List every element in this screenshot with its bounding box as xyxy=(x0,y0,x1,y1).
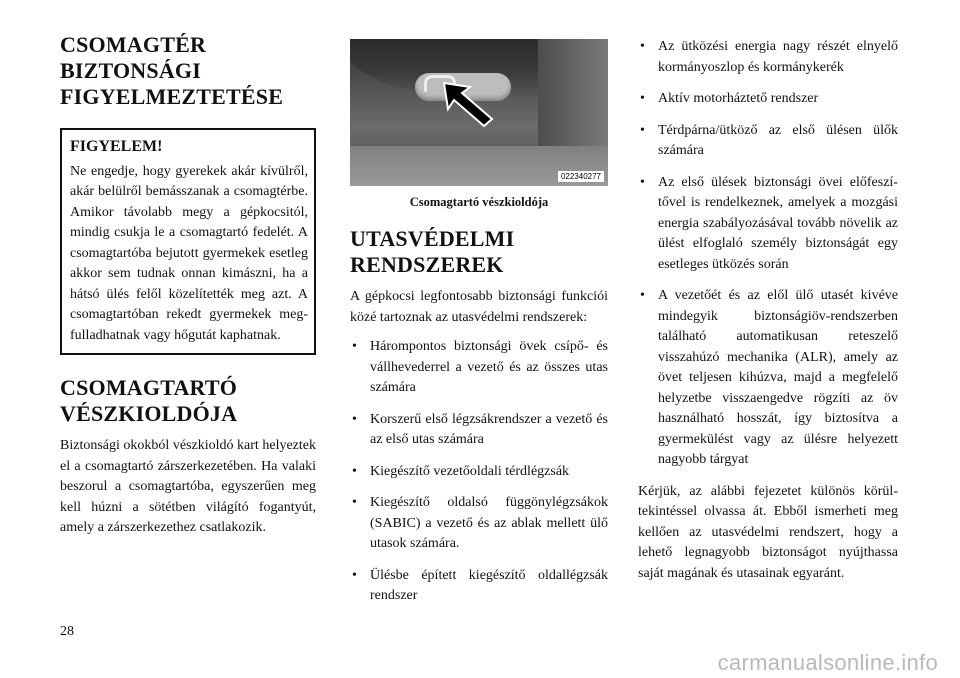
photo-caption: Csomagtartó vészkioldója xyxy=(409,195,549,209)
title-line: BIZTONSÁGI xyxy=(60,58,201,83)
column-right xyxy=(638,37,898,584)
pointer-arrow-icon xyxy=(442,79,502,129)
section-title-occupant-restraints xyxy=(350,226,608,278)
warning-text: Ne engedje, hogy gyerekek akár kívülről, akár belülről bemásszanak a csomagtérbe. Amikor távolabb megy a gépkocsitól, mindig csukja le a csomagtartó fedelét. A csomagtartóba bejutott gyermekek esetleg akkor sem tudnak onnan kimászni, ha a hátsó ülés felől közelítették meg azt. A csomagtartóban rekedt gyermekek megfulladhatnak vagy hőgutát kaphatnak. xyxy=(70,163,308,343)
list-item: • Az ütközési energia nagy részét elnyelő kormányoszlop és kormánykerék xyxy=(640,39,898,75)
title-line: VÉSZKIOLDÓJA xyxy=(60,401,238,426)
restraints-list xyxy=(350,337,608,607)
page-number: 28 xyxy=(60,624,74,639)
list-item: • Hárompontos biztonsági övek csípő- és vállhevederrel a vezető és az összes utas számára xyxy=(352,339,608,395)
restraints-intro: A gépkocsi legfontosabb biztonsági funkciói közé tartoznak az utasvédelmi rendszerek: xyxy=(350,289,608,325)
list-item: • Kiegészítő vezetőoldali térdlégzsák xyxy=(352,463,570,479)
release-paragraph: Biztonsági okokból vészkioldó kart helyeztek el a csomagtartó zárszerkezetében. Ha valaki beszorul a csomagtartóba, egyszerűen meg kell húzni a sötétben világító fogantyút, amely a zárszerkezethez csatlakozik. xyxy=(60,438,316,535)
column-middle xyxy=(350,39,608,618)
column-left xyxy=(60,30,316,539)
trunk-release-photo xyxy=(350,39,608,186)
restraints-list-continued xyxy=(638,37,898,471)
list-item: • Kiegészítő oldalsó függönylégzsákok (SABIC) a vezető és az ablak mellett ülő utasok számára. xyxy=(352,495,608,551)
title-line: RENDSZEREK xyxy=(350,252,504,277)
title-line: UTASVÉDELMI xyxy=(350,226,515,251)
watermark: carmanualsonline.info xyxy=(717,650,938,675)
list-item: • Aktív motorháztető rendszer xyxy=(640,91,819,106)
warning-box xyxy=(60,128,316,355)
section-title-trunk-safety xyxy=(60,32,316,110)
section-title-trunk-release xyxy=(60,375,316,427)
title-line: CSOMAGTÉR xyxy=(60,32,207,57)
list-item: • A vezetőét és az elől ülő utasét kivéve mindegyik biztonságiöv-rendszerben található automatikusan reteszelő visszahúzó mechanika (ALR), amely az övet teljesen kihúzva, majd a megfelelő helyzetbe visszaengedve rögzíti az öv használható hosszát, így biztosítva a gyermekülést vagy az ülésre helyezett nagyobb tárgyat xyxy=(640,288,898,467)
image-code: 022340277 xyxy=(558,171,604,182)
list-item: • Az első ülések biztonsági övei előfeszítővel is rendelkeznek, amelyek a mozgási energia szabályozásával tovább növelik az ülést elfoglaló személy biztonságát egy esetleges ütközés során xyxy=(640,174,898,272)
list-item: • Ülésbe épített kiegészítő oldallégzsák rendszer xyxy=(352,567,608,603)
list-item: • Térdpárna/ütköző az első ülésen ülők számára xyxy=(640,122,898,158)
title-line: FIGYELMEZTETÉSE xyxy=(60,84,284,109)
closing-paragraph: Kérjük, az alábbi fejezetet különös körültekintéssel olvassa át. Ebből ismerheti meg kellően az utasvédelmi rendszert, hogy a lehető legnagyobb biztonságot nyújthassa saját magának és utasainak egyaránt. xyxy=(638,483,898,581)
title-line: CSOMAGTARTÓ xyxy=(60,375,238,400)
list-item: • Korszerű első légzsákrendszer a vezető és az első utas számára xyxy=(352,411,608,447)
warning-title: FIGYELEM! xyxy=(70,138,163,155)
